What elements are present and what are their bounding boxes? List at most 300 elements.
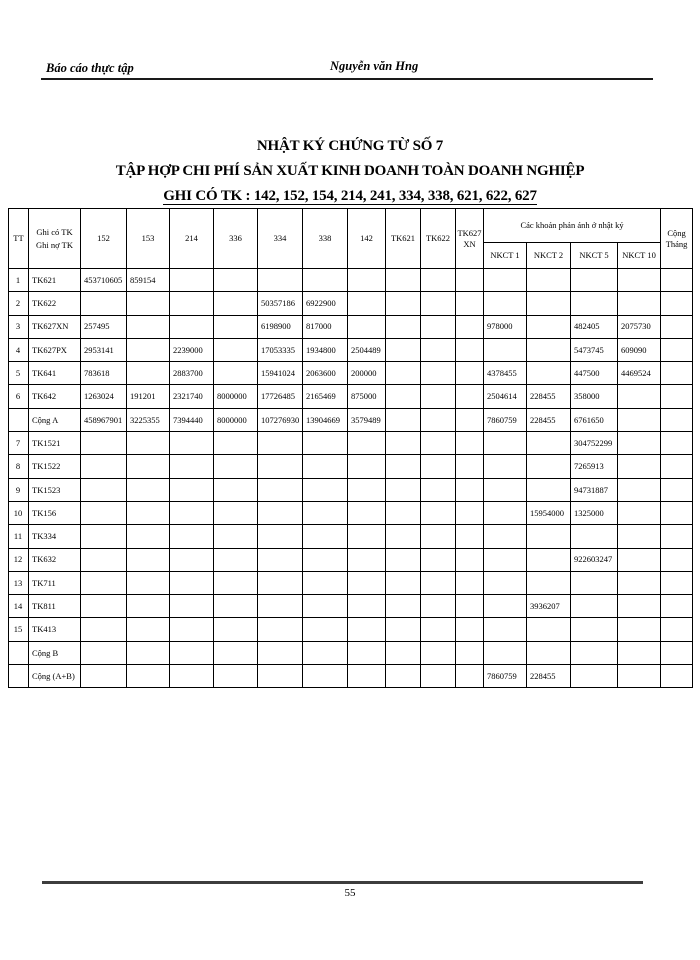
table-cell: 458967901 xyxy=(81,408,127,431)
table-cell xyxy=(484,338,527,361)
table-cell xyxy=(661,362,693,385)
table-cell xyxy=(81,665,127,688)
header-right-text: Nguyễn văn Hng xyxy=(330,59,419,73)
row-number: 1 xyxy=(9,269,29,292)
table-cell xyxy=(214,641,258,664)
table-cell xyxy=(170,269,214,292)
table-cell xyxy=(348,618,386,641)
table-cell xyxy=(386,292,421,315)
table-cell xyxy=(618,385,661,408)
col-header-214: 214 xyxy=(170,209,214,269)
table-cell xyxy=(661,338,693,361)
account-label: TK641 xyxy=(29,362,81,385)
table-cell xyxy=(618,408,661,431)
table-cell: 1263024 xyxy=(81,385,127,408)
table-cell xyxy=(214,315,258,338)
table-cell xyxy=(127,501,170,524)
account-label: TK621 xyxy=(29,269,81,292)
col-header-total: Cộng Tháng xyxy=(661,209,693,269)
table-cell xyxy=(386,665,421,688)
row-number: 11 xyxy=(9,525,29,548)
table-cell: 2504489 xyxy=(348,338,386,361)
row-number: 9 xyxy=(9,478,29,501)
table-cell xyxy=(386,315,421,338)
table-cell xyxy=(571,571,618,594)
table-cell xyxy=(81,292,127,315)
table-cell xyxy=(456,269,484,292)
account-label: TK1523 xyxy=(29,478,81,501)
table-cell xyxy=(127,665,170,688)
table-row xyxy=(9,338,693,361)
table-cell xyxy=(386,408,421,431)
table-cell xyxy=(81,618,127,641)
table-cell: 8000000 xyxy=(214,408,258,431)
table-cell xyxy=(484,455,527,478)
table-cell xyxy=(484,548,527,571)
table-cell: 94731887 xyxy=(571,478,618,501)
table-cell: 304752299 xyxy=(571,432,618,455)
table-cell xyxy=(258,548,303,571)
table-cell xyxy=(214,455,258,478)
table-cell xyxy=(527,292,571,315)
table-cell xyxy=(214,432,258,455)
account-label: Cộng (A+B) xyxy=(29,665,81,688)
table-cell xyxy=(421,595,456,618)
table-cell xyxy=(258,501,303,524)
table-cell xyxy=(127,478,170,501)
col-header-nkct-group: Các khoản phản ánh ở nhật ký xyxy=(484,209,661,243)
col-header-account-debit: Ghi nợ TK xyxy=(36,239,73,250)
table-cell: 228455 xyxy=(527,408,571,431)
table-cell xyxy=(484,478,527,501)
table-cell xyxy=(348,269,386,292)
table-cell xyxy=(618,501,661,524)
table-cell xyxy=(81,641,127,664)
table-cell xyxy=(348,548,386,571)
table-cell xyxy=(214,362,258,385)
table-cell xyxy=(386,548,421,571)
table-cell xyxy=(127,338,170,361)
table-cell xyxy=(571,665,618,688)
table-cell: 228455 xyxy=(527,665,571,688)
table-cell xyxy=(571,595,618,618)
table-cell xyxy=(571,292,618,315)
table-cell xyxy=(618,641,661,664)
table-cell xyxy=(214,571,258,594)
table-cell xyxy=(386,571,421,594)
account-label: TK334 xyxy=(29,525,81,548)
table-cell: 50357186 xyxy=(258,292,303,315)
table-cell xyxy=(214,478,258,501)
table-cell: 2165469 xyxy=(303,385,348,408)
table-cell xyxy=(348,478,386,501)
col-header-nkct-1: NKCT 1 xyxy=(484,243,527,269)
table-cell xyxy=(421,571,456,594)
table-cell xyxy=(527,315,571,338)
table-cell xyxy=(127,525,170,548)
table-cell: 4378455 xyxy=(484,362,527,385)
table-cell xyxy=(386,455,421,478)
table-cell xyxy=(214,269,258,292)
table-cell xyxy=(170,432,214,455)
table-row xyxy=(9,665,693,688)
table-cell xyxy=(456,478,484,501)
row-number: 14 xyxy=(9,595,29,618)
table-cell xyxy=(348,595,386,618)
table-cell xyxy=(527,362,571,385)
account-label: Cộng B xyxy=(29,641,81,664)
table-cell: 7394440 xyxy=(170,408,214,431)
account-label: TK622 xyxy=(29,292,81,315)
table-cell xyxy=(421,408,456,431)
table-cell xyxy=(386,385,421,408)
table-cell xyxy=(421,641,456,664)
col-header-153: 153 xyxy=(127,209,170,269)
table-cell xyxy=(348,292,386,315)
table-cell: 200000 xyxy=(348,362,386,385)
row-number: 12 xyxy=(9,548,29,571)
col-header-338: 338 xyxy=(303,209,348,269)
table-cell xyxy=(303,269,348,292)
table-cell xyxy=(348,455,386,478)
account-label: TK711 xyxy=(29,571,81,594)
table-cell: 2504614 xyxy=(484,385,527,408)
journal-voucher-table xyxy=(8,208,693,688)
table-cell: 3225355 xyxy=(127,408,170,431)
table-row xyxy=(9,455,693,478)
table-cell xyxy=(170,618,214,641)
table-cell: 3579489 xyxy=(348,408,386,431)
table-cell xyxy=(258,478,303,501)
table-cell: 7265913 xyxy=(571,455,618,478)
table-cell: 228455 xyxy=(527,385,571,408)
table-cell xyxy=(214,595,258,618)
col-header-152: 152 xyxy=(81,209,127,269)
table-cell xyxy=(386,362,421,385)
table-cell xyxy=(456,408,484,431)
table-cell xyxy=(258,455,303,478)
table-cell xyxy=(484,525,527,548)
table-cell xyxy=(484,571,527,594)
table-cell xyxy=(386,269,421,292)
table-cell xyxy=(303,501,348,524)
table-cell: 15941024 xyxy=(258,362,303,385)
account-label: TK811 xyxy=(29,595,81,618)
table-cell xyxy=(258,665,303,688)
table-cell xyxy=(303,478,348,501)
col-header-tk622: TK622 xyxy=(421,209,456,269)
table-cell xyxy=(348,571,386,594)
row-number: 3 xyxy=(9,315,29,338)
table-cell xyxy=(661,641,693,664)
table-cell xyxy=(421,525,456,548)
col-header-tk627-xn: TK627 XN xyxy=(456,209,484,269)
table-cell: 7860759 xyxy=(484,665,527,688)
table-row xyxy=(9,432,693,455)
table-cell xyxy=(661,408,693,431)
table-row xyxy=(9,571,693,594)
table-cell xyxy=(527,432,571,455)
table-cell: 2075730 xyxy=(618,315,661,338)
table-cell xyxy=(81,525,127,548)
table-cell xyxy=(456,338,484,361)
table-cell: 482405 xyxy=(571,315,618,338)
table-cell xyxy=(127,618,170,641)
table-cell xyxy=(386,618,421,641)
table-cell xyxy=(456,571,484,594)
table-body xyxy=(9,269,693,688)
table-cell xyxy=(127,571,170,594)
table-cell xyxy=(421,501,456,524)
table-cell xyxy=(456,525,484,548)
table-cell xyxy=(421,455,456,478)
table-cell xyxy=(661,478,693,501)
table-cell xyxy=(527,548,571,571)
table-cell xyxy=(484,641,527,664)
table-cell xyxy=(661,455,693,478)
table-row xyxy=(9,385,693,408)
table-cell xyxy=(127,315,170,338)
table-cell xyxy=(618,269,661,292)
col-header-nkct-10: NKCT 10 xyxy=(618,243,661,269)
table-cell xyxy=(571,618,618,641)
table-cell xyxy=(456,292,484,315)
table-cell xyxy=(214,618,258,641)
table-cell xyxy=(258,571,303,594)
table-cell xyxy=(527,455,571,478)
table-cell: 13904669 xyxy=(303,408,348,431)
table-cell xyxy=(214,501,258,524)
table-cell xyxy=(527,269,571,292)
table-cell xyxy=(661,432,693,455)
row-number: 8 xyxy=(9,455,29,478)
table-cell xyxy=(127,292,170,315)
table-cell xyxy=(303,571,348,594)
table-cell xyxy=(348,315,386,338)
table-cell xyxy=(421,315,456,338)
table-cell xyxy=(348,432,386,455)
table-cell xyxy=(661,548,693,571)
table-row xyxy=(9,641,693,664)
table-cell xyxy=(527,618,571,641)
row-number: 7 xyxy=(9,432,29,455)
table-cell xyxy=(661,501,693,524)
table-cell xyxy=(456,315,484,338)
row-number xyxy=(9,641,29,664)
table-cell xyxy=(348,641,386,664)
table-cell xyxy=(386,501,421,524)
report-subtitle: TẬP HỢP CHI PHÍ SẢN XUẤT KINH DOANH TOÀN DOANH NGHIỆP xyxy=(115,163,585,179)
table-cell xyxy=(81,455,127,478)
table-cell xyxy=(421,269,456,292)
table-cell: 6198900 xyxy=(258,315,303,338)
table-cell xyxy=(170,525,214,548)
row-number: 6 xyxy=(9,385,29,408)
table-cell: 8000000 xyxy=(214,385,258,408)
table-cell: 783618 xyxy=(81,362,127,385)
table-cell: 922603247 xyxy=(571,548,618,571)
col-header-account xyxy=(29,209,81,269)
table-cell xyxy=(127,432,170,455)
table-cell xyxy=(661,595,693,618)
table-cell xyxy=(170,641,214,664)
col-header-142: 142 xyxy=(348,209,386,269)
table-cell xyxy=(661,525,693,548)
table-cell xyxy=(303,548,348,571)
table-cell xyxy=(214,665,258,688)
table-cell xyxy=(81,501,127,524)
table-cell: 6922900 xyxy=(303,292,348,315)
table-cell: 358000 xyxy=(571,385,618,408)
table-cell: 4469524 xyxy=(618,362,661,385)
row-number: 15 xyxy=(9,618,29,641)
header-rule xyxy=(41,78,653,80)
table-cell xyxy=(456,618,484,641)
table-cell: 107276930 xyxy=(258,408,303,431)
table-cell xyxy=(303,455,348,478)
table-cell xyxy=(571,269,618,292)
table-row xyxy=(9,595,693,618)
table-cell: 817000 xyxy=(303,315,348,338)
table-cell xyxy=(421,548,456,571)
table-cell xyxy=(618,432,661,455)
table-cell xyxy=(170,455,214,478)
col-header-tt: TT xyxy=(9,209,29,269)
table-cell xyxy=(661,618,693,641)
table-cell: 859154 xyxy=(127,269,170,292)
table-cell xyxy=(456,595,484,618)
table-cell: 2953141 xyxy=(81,338,127,361)
table-cell xyxy=(618,292,661,315)
table-cell xyxy=(303,595,348,618)
account-label: TK632 xyxy=(29,548,81,571)
table-cell xyxy=(618,455,661,478)
col-header-nkct-2: NKCT 2 xyxy=(527,243,571,269)
table-cell xyxy=(661,315,693,338)
table-cell xyxy=(214,338,258,361)
table-cell xyxy=(421,292,456,315)
col-header-tk621: TK621 xyxy=(386,209,421,269)
table-cell xyxy=(348,665,386,688)
table-cell xyxy=(456,548,484,571)
table-cell xyxy=(170,571,214,594)
table-cell xyxy=(618,548,661,571)
table-cell xyxy=(81,432,127,455)
table-cell xyxy=(348,501,386,524)
row-number: 5 xyxy=(9,362,29,385)
table-cell: 1934800 xyxy=(303,338,348,361)
table-cell xyxy=(618,478,661,501)
table-cell xyxy=(214,292,258,315)
table-header xyxy=(9,209,693,269)
table-cell xyxy=(386,595,421,618)
table-cell xyxy=(661,292,693,315)
table-cell: 2321740 xyxy=(170,385,214,408)
table-row xyxy=(9,501,693,524)
page-number: 55 xyxy=(344,887,356,899)
report-accounts-line: GHI CÓ TK : 142, 152, 154, 214, 241, 334, 338, 621, 622, 627 xyxy=(163,188,537,204)
table-cell xyxy=(81,595,127,618)
table-row xyxy=(9,548,693,571)
table-cell xyxy=(127,595,170,618)
table-cell xyxy=(571,525,618,548)
table-cell xyxy=(484,292,527,315)
report-title-block xyxy=(0,134,700,209)
table-cell xyxy=(303,432,348,455)
table-cell xyxy=(527,478,571,501)
table-cell xyxy=(456,501,484,524)
report-title: NHẬT KÝ CHỨNG TỪ SỐ 7 xyxy=(256,138,444,154)
account-label: TK627XN xyxy=(29,315,81,338)
table-cell xyxy=(214,548,258,571)
table-cell xyxy=(527,571,571,594)
account-label: TK1521 xyxy=(29,432,81,455)
table-cell: 15954000 xyxy=(527,501,571,524)
table-cell xyxy=(214,525,258,548)
account-label: TK1522 xyxy=(29,455,81,478)
table-cell: 978000 xyxy=(484,315,527,338)
table-cell xyxy=(81,478,127,501)
col-header-account-credit: Ghi có TK xyxy=(36,226,73,237)
table-row xyxy=(9,315,693,338)
table-cell xyxy=(258,432,303,455)
table-cell xyxy=(386,641,421,664)
row-number xyxy=(9,408,29,431)
table-cell xyxy=(81,548,127,571)
table-cell xyxy=(618,618,661,641)
col-header-336: 336 xyxy=(214,209,258,269)
table-cell xyxy=(456,455,484,478)
table-cell: 1325000 xyxy=(571,501,618,524)
table-cell xyxy=(618,525,661,548)
table-cell xyxy=(661,385,693,408)
table-cell xyxy=(170,292,214,315)
table-cell xyxy=(661,269,693,292)
table-cell xyxy=(421,385,456,408)
table-cell xyxy=(661,665,693,688)
table-cell: 447500 xyxy=(571,362,618,385)
account-label: TK413 xyxy=(29,618,81,641)
table-cell xyxy=(170,315,214,338)
table-cell xyxy=(303,641,348,664)
table-cell xyxy=(258,525,303,548)
table-cell xyxy=(258,595,303,618)
table-cell: 7860759 xyxy=(484,408,527,431)
table-cell xyxy=(127,455,170,478)
account-label: Cộng A xyxy=(29,408,81,431)
table-row xyxy=(9,478,693,501)
table-cell xyxy=(421,478,456,501)
table-cell xyxy=(170,595,214,618)
table-cell xyxy=(386,432,421,455)
table-cell xyxy=(303,665,348,688)
col-header-nkct-5: NKCT 5 xyxy=(571,243,618,269)
table-row xyxy=(9,618,693,641)
table-cell xyxy=(421,362,456,385)
table-cell xyxy=(348,525,386,548)
table-cell xyxy=(421,338,456,361)
table-cell xyxy=(527,338,571,361)
table-cell: 17053335 xyxy=(258,338,303,361)
table-row xyxy=(9,269,693,292)
table-cell: 6761650 xyxy=(571,408,618,431)
table-cell xyxy=(618,595,661,618)
table-cell xyxy=(484,501,527,524)
table-cell xyxy=(258,618,303,641)
table-cell: 257495 xyxy=(81,315,127,338)
table-cell xyxy=(456,665,484,688)
table-cell xyxy=(421,665,456,688)
